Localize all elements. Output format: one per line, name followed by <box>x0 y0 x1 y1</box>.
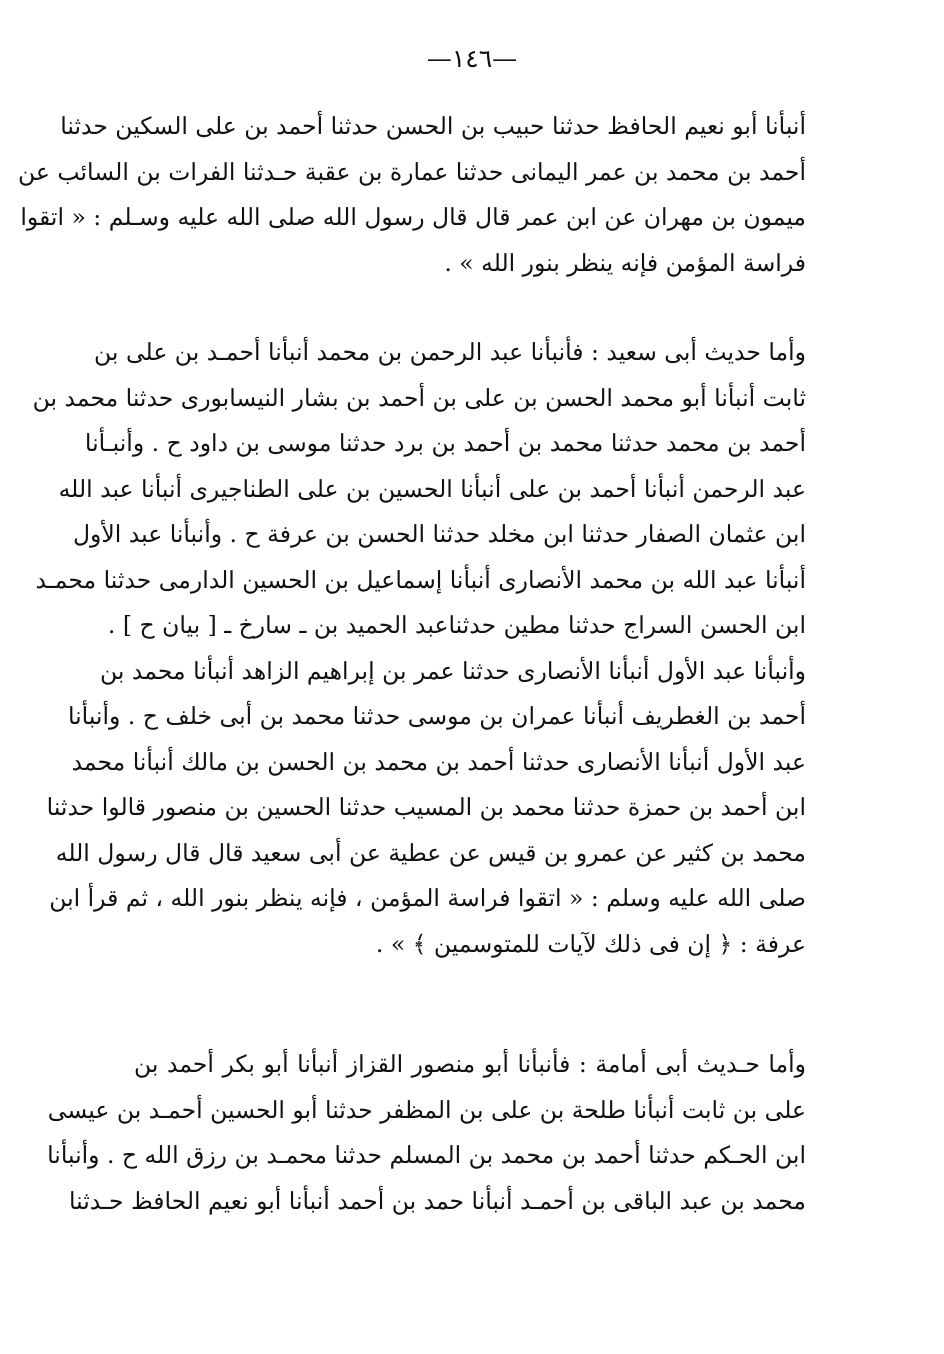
text-line: على بن ثابت أنبأنا طلحة بن على بن المظفر حدثنا أبو الحسين أحمـد بن عيسى <box>47 1095 806 1124</box>
text-line: أنبأنا أبو نعيم الحافظ حدثنا حبيب بن الحسن حدثنا أحمد بن على السكين حدثنا <box>60 112 806 140</box>
text-line: ثابت أنبأنا أبو محمد الحسن بن على بن أحمد بن بشار النيسابورى حدثنا محمد بن <box>32 383 806 412</box>
text-line: ابن الحـكم حدثنا أحمد بن محمد بن المسلم حدثنا محمـد بن رزق الله ح . وأنبأنا <box>47 1141 806 1169</box>
text-line: عبد الأول أنبأنا الأنصارى حدثنا أحمد بن محمد بن الحسن بن مالك أنبأنا محمد <box>71 747 806 776</box>
text-line: محمد بن عبد الباقى بن أحمـد أنبأنا حمد بن أحمد أنبأنا أبو نعيم الحافظ حـدثنا <box>68 1186 806 1215</box>
text-line: صلى الله عليه وسلم : « اتقوا فراسة المؤمن ، فإنه ينظر بنور الله ، ثم قرأ ابن <box>49 884 806 912</box>
text-line: ميمون بن مهران عن ابن عمر قال قال رسول الله صلى الله عليه وسـلم : « اتقوا <box>20 203 806 231</box>
text-line: أحمد بن الغطريف أنبأنا عمران بن موسى حدثنا محمد بن أبى خلف ح . وأنبأنا <box>67 702 806 730</box>
text-line: عبد الرحمن أنبأنا أحمد بن على أنبأنا الحسين بن على الطناجيرى أنبأنا عبد الله <box>58 474 806 503</box>
text-line: وأنبأنا عبد الأول أنبأنا الأنصارى حدثنا عمر بن إبراهيم الزاهد أنبأنا محمد بن <box>100 656 806 685</box>
text-line: وأما حـديث أبى أمامة : فأنبأنا أبو منصور القزاز أنبأنا أبو بكر أحمد بن <box>134 1050 806 1078</box>
text-line: فراسة المؤمن فإنه ينظر بنور الله » . <box>444 248 806 277</box>
text-line: وأما حديث أبى سعيد : فأنبأنا عبد الرحمن بن محمد أنبأنا أحمـد بن على بن <box>94 338 806 366</box>
text-line: أنبأنا عبد الله بن محمد الأنصارى أنبأنا إسماعيل بن الحسين الدارمى حدثنا محمـد <box>35 565 806 594</box>
paragraph-3 <box>47 1042 806 1224</box>
text-line: ابن عثمان الصفار حدثنا ابن مخلد حدثنا الحسن بن عرفة ح . وأنبأنا عبد الأول <box>72 520 806 548</box>
text-line: أحمد بن محمد بن عمر اليمانى حدثنا عمارة بن عقبة حـدثنا الفرات بن السائب عن <box>18 157 806 186</box>
text-line: ابن أحمد بن حمزة حدثنا محمد بن المسيب حدثنا الحسين بن منصور قالوا حدثنا <box>46 793 806 821</box>
text-line: ابن الحسن السراج حدثنا مطين حدثناعبد الحميد بن ـ سارخ ـ [ بيان ح ] . <box>107 611 806 639</box>
page-number: —١٤٦— <box>426 44 518 73</box>
text-line: محمد بن كثير عن عمرو بن قيس عن عطية عن أبى سعيد قال قال رسول الله <box>55 838 806 867</box>
paragraph-1 <box>18 104 806 286</box>
text-line: أحمد بن محمد حدثنا محمد بن أحمد بن برد حدثنا موسى بن داود ح . وأنبـأنا <box>84 429 806 457</box>
paragraph-2 <box>32 330 806 967</box>
text-line: عرفة : ﴿ إن فى ذلك لآيات للمتوسمين ﴾ » . <box>375 929 806 958</box>
